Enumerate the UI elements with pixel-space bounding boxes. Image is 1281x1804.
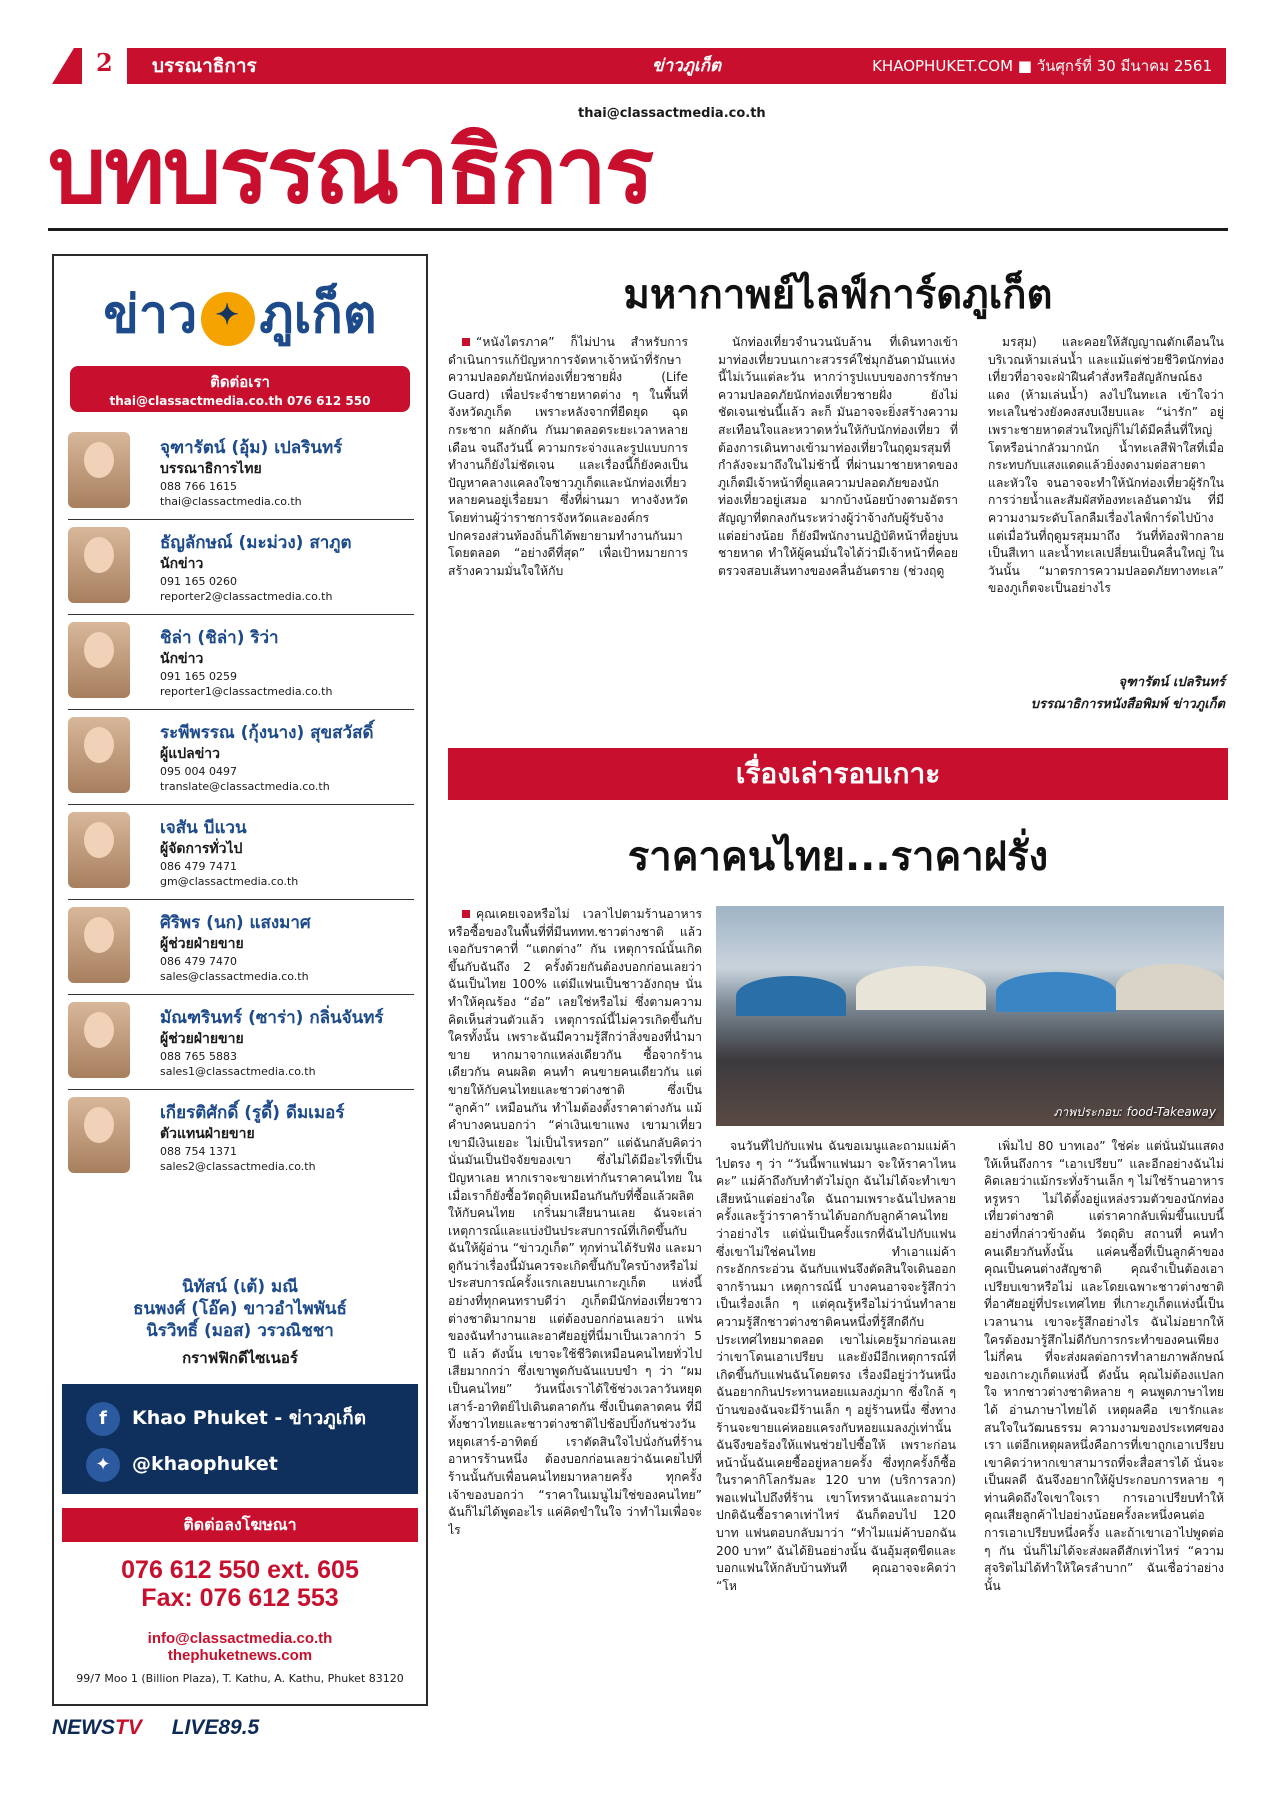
author-title: บรรณาธิการหนังสือพิมพ์ ข่าวภูเก็ต — [1030, 697, 1225, 712]
ad-contact-header: ติดต่อลงโฆษณา — [62, 1508, 418, 1542]
staff-photo — [68, 527, 130, 603]
article2-text: จนวันที่ไปกับแฟน ฉันขอเมนูและถามแม่ค้าไปตรง ๆ ว่า “วันนี้พาแฟนมา จะให้ราคาไหนคะ” แม่ค้าถึงกับทำตัวไม่ถูก ฉันไม่ได้จะทำเขาเสียหน้าแต่อย่างใด ฉันถามเพราะฉันไปหลายครั้งและรู้ว่าราคาร้านได้บอกกับลูกค้าคนไทยว่าอย่างไร แต่นั่นเป็นครั้งแรกที่ฉันไปกับแฟนซึ่งเขาไม่ใช่คนไทย ทำเอาแม่ค้ากระอักกระอ่วน ฉันกับแฟนจึงตัดสินใจเดินออกจากร้านมา เหตุการณ์นี้ บางคนอาจจะรู้สึกว่าเป็นเรื่องเล็ก ๆ แต่คุณรู้หรือไม่ว่านั่นทำลายความรู้สึกชาวต่างชาติคนหนึ่งที่รู้สึกดีกับประเทศไทยมาตลอด เขาไม่เคยรู้มาก่อนเลยว่าเขาโดนเอาเปรียบ และยังมีอีกเหตุการณ์ที่เกิดขึ้นกับแฟนฉันโดยตรง เรื่องมีอยู่ว่าวันหนึ่งฉันอยากกินประทานหอยแมลงภู่มาก ซึ่งใกล้ ๆ บ้านของฉันจะมีร้านเล็ก ๆ อยู่ร้านหนึ่ง ซึ่งทางร้านจะขายแค่หอยแครงกับหอยแมลงภู่เท่านั้น ฉันจึงขอร้องให้แฟนช่วยไปซื้อให้ เพราะก่อนหน้านั้นฉันเคยซื้ออยู่หลายครั้ง ซึ่งทุกครั้งก็ซื้อในราคากิโลกรัมละ 120 บาท (บริการลวก) พอแฟนไปถึงที่ร้าน เขาโทรหาฉันและถามว่าปกติฉันซื้อราคาเท่าไหร่ ฉันก็ตอบไป 120 บาท แฟนตอบกลับมาว่า “ทำไมแม่ค้าบอกฉัน 200 บาท” ฉันได้ยินอย่างนั้น ฉันอุ้มสุดขีดและบอกแฟนให้กลับบ้านทันที คุณอาจจะคิดว่า “โห — [716, 1139, 956, 1593]
staff-role: ตัวแทนฝ่ายขาย — [160, 1126, 255, 1142]
ad-web-block — [54, 1630, 426, 1664]
article2-column — [716, 1138, 956, 1696]
staff-email[interactable]: gm@classactmedia.co.th — [160, 875, 299, 888]
staff-email[interactable]: sales@classactmedia.co.th — [160, 970, 309, 983]
bullet-square-icon — [462, 910, 470, 918]
facebook-link[interactable] — [86, 1400, 366, 1436]
tv-logo: TV — [115, 1716, 142, 1739]
bullet-square-icon — [462, 338, 470, 346]
umbrella-shape — [736, 976, 846, 1016]
staff-email[interactable]: translate@classactmedia.co.th — [160, 780, 330, 793]
page-title: บทบรรณาธิการ — [48, 117, 653, 224]
staff-role: นักข่าว — [160, 651, 204, 667]
staff-photo — [68, 432, 130, 508]
staff-name: ธัญลักษณ์ (มะม่วง) สาภูต — [160, 533, 352, 553]
staff-photo — [68, 717, 130, 793]
sidebar-logo — [54, 272, 426, 355]
page-header — [52, 48, 1226, 84]
staff-entry — [68, 614, 414, 710]
designer-name: นิรวิทธิ์ (มอส) วรวณิชชา — [146, 1321, 334, 1341]
facebook-icon: f — [86, 1402, 120, 1436]
umbrella-shape — [1116, 964, 1224, 1010]
staff-photo — [68, 1097, 130, 1173]
staff-email[interactable]: reporter1@classactmedia.co.th — [160, 685, 333, 698]
article2-column — [984, 1138, 1224, 1696]
designer-label: กราฟฟิกดีไซเนอร์ — [182, 1349, 298, 1367]
staff-phone: 091 165 0259 — [160, 670, 237, 683]
umbrella-shape — [996, 972, 1116, 1012]
twitter-label: @khaophuket — [132, 1453, 278, 1475]
facebook-label: Khao Phuket - ข่าวภูเก็ต — [132, 1407, 367, 1429]
ad-email[interactable]: info@classactmedia.co.th — [147, 1630, 333, 1647]
ad-phone[interactable]: 076 612 550 ext. 605 — [121, 1556, 359, 1584]
staff-photo — [68, 1002, 130, 1078]
website-date: KHAOPHUKET.COM ■ วันศุกร์ที่ 30 มีนาคม 2561 — [872, 57, 1212, 75]
logo-text-right: ภูเก็ต — [259, 284, 377, 345]
staff-name: มัณฑรินทร์ (ซาร่า) กลิ่นจันทร์ — [160, 1008, 384, 1028]
staff-entry — [68, 1089, 414, 1184]
staff-entry — [68, 709, 414, 805]
article1-text: มรสุม) และคอยให้สัญญาณตักเตือนในบริเวณห้ามเล่นน้ำ และแม้แต่ช่วยชีวิตนักท่องเที่ยวที่อาจจะฝ่าฝืนคำสั่งหรือสัญลักษณ์ธงแดง (ห้ามเล่นน้ำ) ลงไปในทะเล เข้าใจว่าทะเลในช่วงยังคงสงบเงียบและ “น่ารัก” อยู่ เพราะชายหาดส่วนใหญ่ก็ไม่ได้มีคลื่นที่ใหญ่โตหรือน่ากลัวมากนัก น้ำทะเลสีฟ้าใสที่เมื่อกระทบกับแสงแดดแล้วยิ่งงดงามต่อสายตาและหัวใจ จนอาจจะทำให้นักท่องเที่ยวผู้รักในการว่ายน้ำและสัมผัสท้องทะเลอันดามัน ที่มีความงามระดับโลกลืมเรื่องไลฟ์การ์ดไปบ้าง แต่เมื่อวันที่ฤดูมรสุมมาถึง วันที่ท้องฟ้ากลายเป็นสีเทา และน้ำทะเลเปลี่ยนเป็นคลื่นใหญ่ ในวันนั้น “มาตรการความปลอดภัยทางทะเล” ของภูเก็ตจะเป็นอย่างไร — [988, 335, 1224, 596]
staff-email[interactable]: thai@classactmedia.co.th — [160, 495, 302, 508]
article1-text: “หนังไตรภาค” ก็ไม่ปาน สำหรับการดำเนินการแก้ปัญหาการจัดหาเจ้าหน้าที่รักษาความปลอดภัยนักท่องเที่ยวชายฝั่ง (Life Guard) เพื่อประจำชายหาดต่าง ๆ ในพื้นที่จังหวัดภูเก็ต เพราะหลังจากที่ยืดยุด ฉุดกระชาก ผลักดัน กันมาตลอดระยะเวลาหลายเดือน จนถึงวันนี้ ความกระจ่างและรูปแบบการทำงานก็ยังไม่ชัดเจน และเรื่องนี้ก็ยังคงเป็นปัญหาคลางแคลงใจชาวภูเก็ตและนักท่องเที่ยวหลายคนอยู่เรื่อยมา ซึ่งที่ผ่านมา ทางจังหวัดโดยท่านผู้ว่าราชการจังหวัดและองค์กรปกครองส่วนท้องถิ่นก็ได้พยายามทำงานกันมาโดยตลอด “อย่างดีที่สุด” เพื่อเป้าหมายการสร้างความมั่นใจให้กับ — [448, 335, 688, 578]
staff-role: ผู้จัดการทั่วไป — [160, 841, 243, 857]
staff-entry — [68, 424, 414, 520]
staff-phone: 086 479 7471 — [160, 860, 237, 873]
designer-name: ธนพงศ์ (โอ๊ค) ขาวอำไพพันธ์ — [133, 1299, 347, 1319]
radio-logo: LIVE89.5 — [171, 1716, 260, 1739]
staff-phone: 088 754 1371 — [160, 1145, 237, 1158]
author-name: จุฑารัตน์ เปลรินทร์ — [1118, 675, 1225, 690]
staff-name: จุฑารัตน์ (อุ้ม) เปลรินทร์ — [160, 438, 343, 458]
photo-caption: ภาพประกอบ: food-Takeaway — [1053, 1105, 1216, 1119]
staff-role: ผู้ช่วยฝ่ายขาย — [160, 1031, 244, 1047]
staff-phone: 086 479 7470 — [160, 955, 237, 968]
article2-text: คุณเคยเจอหรือไม่ เวลาไปตามร้านอาหารหรือซื้อของในพื้นที่ที่มีนททท.ชาวต่างชาติ แล้วเจอกับราคาที่ “แตกต่าง” กัน เหตุการณ์นั้นเกิดขึ้นกับฉันถึง 2 ครั้งด้วยกันต้องบอกก่อนเลยว่า ฉันเป็นไทย 100% แต่มีแฟนเป็นชาวอังกฤษ นั่นทำให้คุณร้อง “อ๋อ” เลยใช่หรือไม่ ซึ่งตามความคิดเห็นส่วนตัวแล้ว เหตุการณ์นี้ไม่ควรเกิดขึ้นกับใครทั้งนั้น เพราะฉันมีความรู้สึกว่าสิ่งของที่นำมาขาย หากมาจากแหล่งเดียวกัน ซื้อจากร้านเดียวกัน คนผลิต คนทำ คนขายคนเดียวกัน แต่ขายให้กับคนไทยและชาวต่างชาติ ซึ่งเป็น “ลูกค้า” เหมือนกัน ทำไมต้องตั้งราคาต่างกัน แม้คำบางคนบอกว่า “ค่าเงินเขาแพง เขามาเที่ยว เขามีเงินเยอะ ไม่เป็นไรหรอก” แต่ฉันกลับคิดว่า นั่นมันเป็นปัจจัยของเขา ซึ่งไม่ได้มีอะไรที่เป็นปัญหาเลย หากเราจะขายเท่ากันราคาคนไทย ในเมื่อเราก็ยังซื้อวัตถุดิบเหมือนกันกับที่ซื้อแล้วผลิตให้กับคนไทย เกริ่นมาเสียนานเลย ฉันจะเล่าเหตุการณ์และแบ่งปันประสบการณ์ที่เกิดขึ้นกับฉันให้ผู้อ่าน “ข่าวภูเก็ต” ทุกท่านได้รับฟัง และมาดูกันว่าเรื่องนี้มันควรจะเกิดขึ้นกับใครบ้างหรือไม่ ประสบการณ์ครั้งแรกเลยบนเกาะภูเก็ต แห่งนี้ อย่างที่ทุกคนทราบดีว่า ภูเก็ตมีนักท่องเที่ยวชาวต่างชาติมากมาย แต่ต้องบอกก่อนเลยว่า แฟนของฉันทำงานและอาศัยอยู่ที่นี่มาเป็นเวลากว่า 5 ปี แล้ว ดังนั้น เขาจะใช้ชีวิตเหมือนคนไทยทั่วไปเสียมากกว่า ซึ่งเขาพูดกับฉันแบบขำ ๆ ว่า “ผมเป็นคนไทย” วันหนึ่งเราได้ใช้ช่วงเวลาวันหยุดเสาร์-อาทิตย์ไปเดินตลาดกัน ซึ่งเป็นตลาดคน ที่มีทั้งชาวไทยและชาวต่างชาติไปช้อปปิ้งกันช่วงวันหยุดเสาร์-อาทิตย์ เราตัดสินใจไปนั่งกันที่ร้านอาหารร้านหนึ่ง ต้องบอกก่อนเลยว่าฉันเคยไปที่ร้านนั้นกับเพื่อนคนไทยมาหลายครั้ง ทุกครั้งเจ้าของบอกว่า “ราคาในเมนูไม่ใช่ของคนไทย” ฉันก็ไม่ได้พูดอะไร แค่คิดขำในใจ ว่าทำไมเพื่อจะไร — [448, 907, 702, 1537]
office-address: 99/7 Moo 1 (Billion Plaza), T. Kathu, A. Kathu, Phuket 83120 — [76, 1672, 404, 1685]
staff-role: นักข่าว — [160, 556, 204, 572]
article2-column — [448, 906, 702, 1696]
article2-text: เพิ่มไป 80 บาทเอง” ใช่ค่ะ แต่นั่นมันแสดงให้เห็นถึงการ “เอาเปรียบ” และอีกอย่างฉันไม่คิดเลยว่าแม้กระทั่งร้านเล็ก ๆ ไม่ใช่ร้านอาหารหรูหรา ไม่ได้ตั้งอยู่แหล่งรวมตัวของนักท่องเที่ยวต่างชาติ แต่ราคากลับเพิ่มขึ้นแบบนี้ อย่างที่กล่าวข้างต้น วัตถุดิบ สถานที่ คนทำ คนเดียวกันทั้งนั้น แค่คนซื้อที่เป็นลูกค้าของคุณเป็นคนต่างสัญชาติ คุณจำเป็นต้องเอาเปรียบเขาหรือไม่ และโดยเฉพาะชาวต่างชาติที่อาศัยอยู่ที่ประเทศไทย ที่เกาะภูเก็ตแห่งนี้เป็นเวลานาน เขาจะรู้สึกอย่างไร ฉันไม่อยากให้ใครต้องมารู้สึกไม่ดีกับการกระทำของคนเพียงไม่กี่คน ที่จะส่งผลต่อการทำลายภาพลักษณ์ของเกาะภูเก็ตแห่งนี้ ดังนั้น คุณไม่ต้องแปลกใจ หากชาวต่างชาติหลาย ๆ คนพูดภาษาไทยได้ อ่านภาษาไทยได้ เหตุผลคือ เขารักและสนใจในวัฒนธรรม ความงามของประเทศของเรา แต่อีกเหตุผลหนึ่งคือการที่เขาถูกเอาเปรียบ เขาคิดว่าหากเขาสามารถที่จะสื่อสารได้ นั่นจะเป็นผลดี ฉันจึงอยากให้ผู้ประกอบการหลาย ๆ ท่านคิดถึงใจเขาใจเรา การเอาเปรียบทำให้คุณเสียลูกค้าไปอย่างน้อยครั้งละหนึ่งคนต่อการเอาเปรียบหนึ่งครั้ง และถ้าเขาเอาไปพูดต่อ ๆ กัน นั่นก็ไม่ได้จะส่งผลดีสักเท่าไหร่ “ความสุจริตไม่ได้ทำให้ใครลำบาก” ฉันเชื่อว่าอย่างนั้น — [984, 1139, 1224, 1593]
article1-text: นักท่องเที่ยวจำนวนนับล้าน ที่เดินทางเข้ามาท่องเที่ยวบนเกาะสวรรค์ใช่มุกอันดามันแห่งนี้ไม่เว้นแต่ละวัน หากว่ารูปแบบของการรักษาความปลอดภัยนักท่องเที่ยวชายฝั่ง ยังไม่ชัดเจนเช่นนี้แล้ว ละก็ มันอาจจะยิ่งสร้างความสะเทือนใจและหวาดหวั่นให้กับนักท่องเที่ยว ที่ต้องการเดินทางเข้ามาท่องเที่ยวในฤดูมรสุมที่กำลังจะมาถึงในไม่ช้านี้ ที่ผ่านมาชายหาดของภูเก็ตมีเจ้าหน้าที่ดูแลความปลอดภัยของนักท่องเที่ยวอยู่เสมอ มากบ้างน้อยบ้างตามอัตราสัญญาที่ตกลงกันระหว่างผู้ว่าจ้างกับผู้รับจ้าง แต่อย่างน้อย ก็ยังมีพนักงานปฏิบัติหน้าที่อยู่บนชายหาด ทำให้ผู้คนมั่นใจได้ว่ามีเจ้าหน้าที่คอยตรวจสอบเส้นทางของคลื่นอันตราย (ช่วงฤดู — [718, 335, 958, 578]
staff-phone: 091 165 0260 — [160, 575, 237, 588]
footer-logos — [52, 1716, 259, 1740]
staff-email[interactable]: reporter2@classactmedia.co.th — [160, 590, 333, 603]
contact-info[interactable]: thai@classactmedia.co.th 076 612 550 — [109, 394, 371, 408]
column-banner: เรื่องเล่ารอบเกาะ — [448, 748, 1228, 800]
staff-email[interactable]: sales1@classactmedia.co.th — [160, 1065, 316, 1078]
staff-name: ระพีพรรณ (กุ้งนาง) สุขสวัสดิ์ — [160, 723, 374, 743]
designer-name: นิทัสน์ (เต้) มณี — [181, 1277, 299, 1297]
page-number: 2 — [82, 48, 127, 84]
staff-photo — [68, 907, 130, 983]
header-logo: ข่าวภูเก็ต — [652, 56, 722, 76]
article1-signature — [1031, 672, 1225, 716]
social-box — [62, 1384, 418, 1494]
staff-role: ผู้แปลข่าว — [160, 746, 220, 762]
staff-name: เกียรติศักดิ์ (รูดี้) ดีมเมอร์ — [160, 1103, 345, 1123]
staff-phone: 088 766 1615 — [160, 480, 237, 493]
staff-role: บรรณาธิการไทย — [160, 461, 262, 477]
staff-role: ผู้ช่วยฝ่ายขาย — [160, 936, 244, 952]
staff-email[interactable]: sales2@classactmedia.co.th — [160, 1160, 316, 1173]
twitter-link[interactable] — [86, 1446, 278, 1482]
staff-name: เจสัน บีแวน — [160, 818, 247, 838]
staff-sidebar — [52, 254, 428, 1706]
staff-entry — [68, 519, 414, 615]
staff-entry — [68, 994, 414, 1090]
ad-site[interactable]: thephuketnews.com — [167, 1647, 313, 1664]
article1-column — [448, 334, 688, 656]
staff-photo — [68, 622, 130, 698]
contact-label: ติดต่อเรา — [210, 373, 270, 391]
staff-name: ชิล่า (ชิล่า) ริว่า — [160, 628, 279, 648]
graphic-designers — [54, 1276, 426, 1370]
market-photo — [716, 906, 1224, 1126]
logo-text-left: ข่าว — [103, 284, 198, 345]
staff-phone: 088 765 5883 — [160, 1050, 237, 1063]
section-name: บรรณาธิการ — [152, 55, 257, 77]
ad-phone-block — [54, 1556, 426, 1612]
article1-column — [718, 334, 958, 656]
staff-entry — [68, 804, 414, 900]
title-divider — [48, 228, 1228, 231]
staff-phone: 095 004 0497 — [160, 765, 237, 778]
staff-entry — [68, 899, 414, 995]
ad-fax: Fax: 076 612 553 — [141, 1584, 339, 1612]
news-logo: NEWS — [52, 1716, 115, 1739]
palm-sun-icon — [201, 292, 255, 346]
umbrella-shape — [856, 966, 986, 1010]
contact-box — [70, 366, 410, 412]
twitter-icon: ✦ — [86, 1448, 120, 1482]
staff-name: ศิริพร (นก) แสงมาศ — [160, 913, 311, 933]
staff-photo — [68, 812, 130, 888]
article2-headline: ราคาคนไทย...ราคาฝรั่ง — [627, 834, 1049, 880]
header-corner — [52, 48, 74, 84]
article1-column — [988, 334, 1224, 656]
editorial-email[interactable]: thai@classactmedia.co.th — [578, 106, 766, 121]
article1-headline: มหากาพย์ไลฟ์การ์ดภูเก็ต — [623, 272, 1053, 318]
